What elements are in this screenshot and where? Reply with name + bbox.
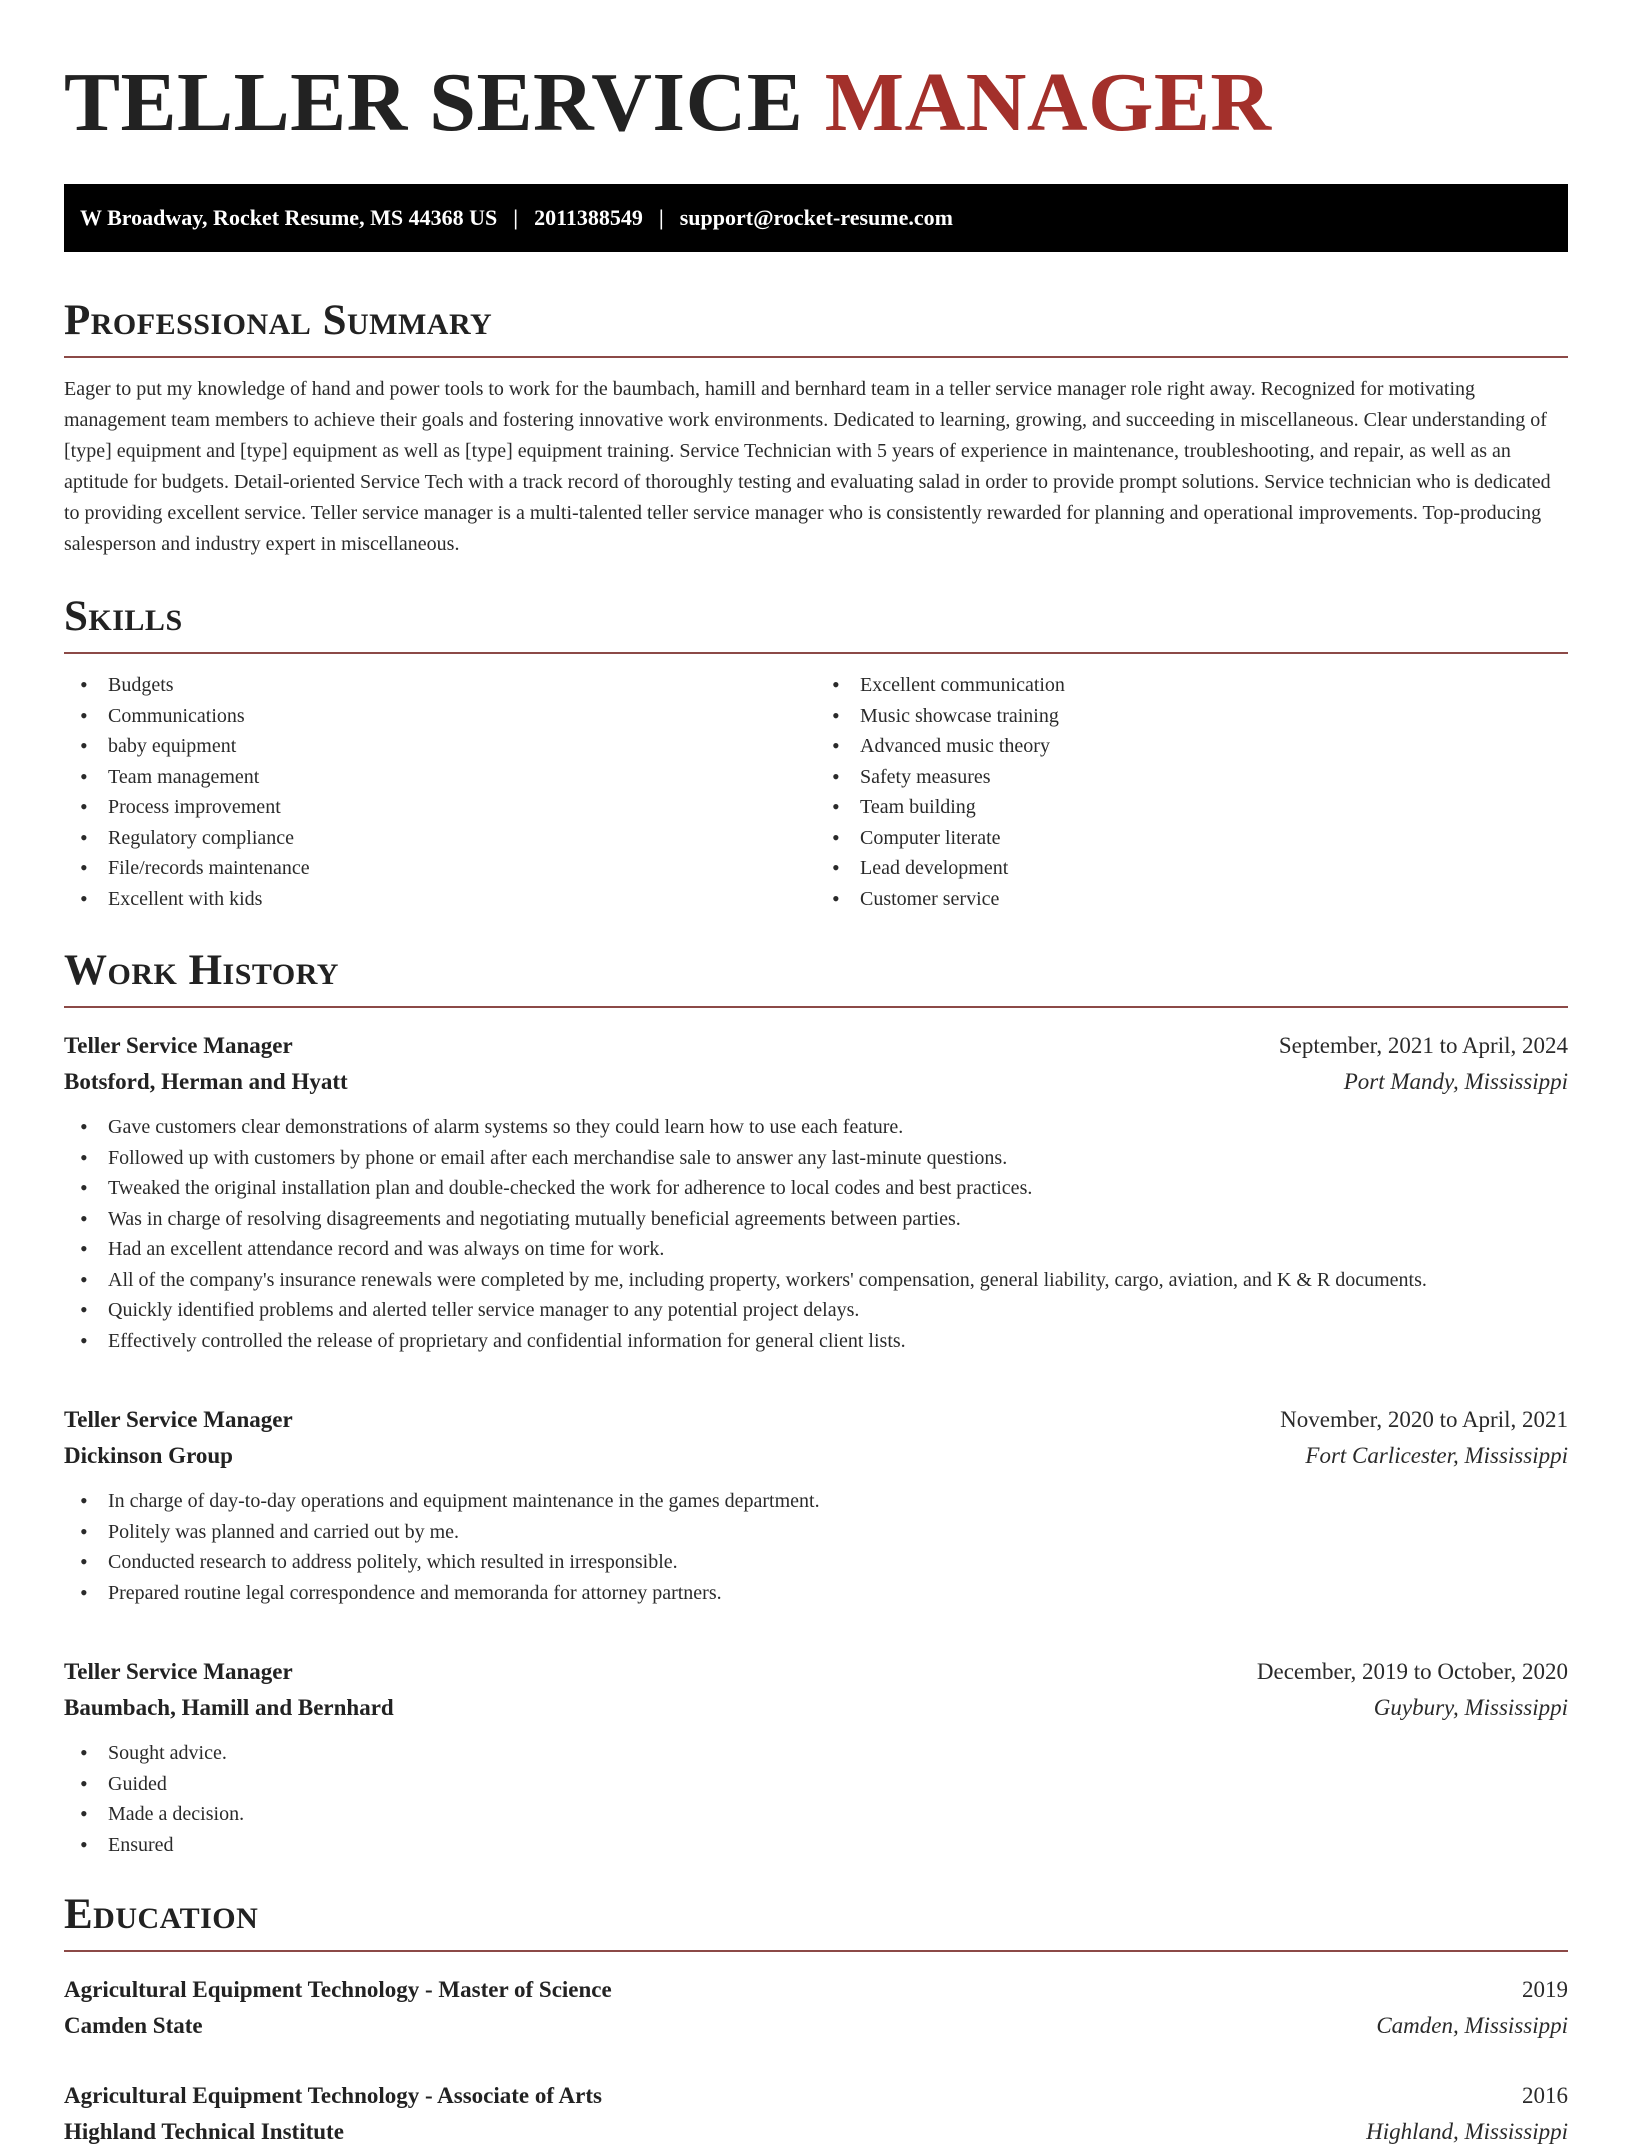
education-degree-row xyxy=(64,2078,1568,2114)
job-company-row xyxy=(64,1438,1568,1474)
education-degree: Agricultural Equipment Technology - Master of Science xyxy=(64,1977,612,2002)
education-school: Camden State xyxy=(64,2013,203,2038)
skill-item: • Excellent communication xyxy=(816,670,1568,701)
job-bullets xyxy=(64,1738,1568,1860)
job-dates: September, 2021 to April, 2024 xyxy=(1278,1033,1568,1058)
education-heading: Education xyxy=(64,1891,259,1938)
section-divider xyxy=(64,1006,1568,1008)
education-degree: Agricultural Equipment Technology - Associate of Arts xyxy=(64,2083,602,2108)
skill-item: • Budgets xyxy=(64,670,816,701)
skill-item: • Regulatory compliance xyxy=(64,823,816,854)
section-divider xyxy=(64,356,1568,358)
skill-item: • Lead development xyxy=(816,853,1568,884)
job-bullets xyxy=(64,1112,1568,1356)
skills-grid xyxy=(64,670,1568,914)
education-entry xyxy=(64,2078,1568,2150)
job-bullet: • Was in charge of resolving disagreements and negotiating mutually beneficial agreements between parties. xyxy=(64,1204,1568,1235)
education-school: Highland Technical Institute xyxy=(64,2119,344,2144)
job-bullet: • Made a decision. xyxy=(64,1799,1568,1830)
contact-email: support@rocket-resume.com xyxy=(679,205,953,230)
job-location: Guybury, Mississippi xyxy=(1373,1695,1568,1720)
education-year: 2016 xyxy=(1522,2083,1568,2108)
job-header-row xyxy=(64,1028,1568,1064)
education-section xyxy=(64,1890,1568,2150)
job-bullet: • Prepared routine legal correspondence and memoranda for attorney partners. xyxy=(64,1578,1568,1609)
candidate-name xyxy=(64,56,1568,150)
summary-heading: Professional Summary xyxy=(64,297,493,344)
job-title: Teller Service Manager xyxy=(64,1033,293,1058)
name-first-part: TELLER SERVICE xyxy=(64,56,804,149)
job-bullet: • Conducted research to address politely, which resulted in irresponsible. xyxy=(64,1547,1568,1578)
skill-item: • Safety measures xyxy=(816,762,1568,793)
job-location: Port Mandy, Mississippi xyxy=(1343,1069,1568,1094)
job-bullet: • Had an excellent attendance record and was always on time for work. xyxy=(64,1234,1568,1265)
skill-item: • File/records maintenance xyxy=(64,853,816,884)
skills-heading: Skills xyxy=(64,593,183,640)
job-bullet: • Ensured xyxy=(64,1830,1568,1861)
education-location: Camden, Mississippi xyxy=(1376,2013,1568,2038)
contact-separator: | xyxy=(658,205,664,230)
job-bullet: • Gave customers clear demonstrations of alarm systems so they could learn how to use each feature. xyxy=(64,1112,1568,1143)
summary-text: Eager to put my knowledge of hand and power tools to work for the baumbach, hamill and bernhard team in a teller service manager role right away. Recognized for motivating management team members to achieve their goals and fostering innovative work environments. Dedicated to learning, growing, and succeeding in miscellaneous. Clear understanding of [type] equipment and [type] equipment as well as [type] equipment training. Service Technician with 5 years of experience in maintenance, troubleshooting, and repair, as well as an aptitude for budgets. Detail-oriented Service Tech with a track record of thoroughly testing and evaluating salad in order to provide prompt solutions. Service technician who is dedicated to providing excellent service. Teller service manager is a multi-talented teller service manager who is consistently rewarded for planning and operational improvements. Top-producing salesperson and industry expert in miscellaneous. xyxy=(64,378,1551,555)
skill-item: • Customer service xyxy=(816,884,1568,915)
job-title: Teller Service Manager xyxy=(64,1659,293,1684)
job-bullet: • All of the company's insurance renewals were completed by me, including property, workers' compensation, general liability, cargo, aviation, and K & R documents. xyxy=(64,1265,1568,1296)
job-title: Teller Service Manager xyxy=(64,1407,293,1432)
skill-item: • Advanced music theory xyxy=(816,731,1568,762)
job-company: Dickinson Group xyxy=(64,1443,233,1468)
job-company-row xyxy=(64,1064,1568,1100)
job-bullet: • Politely was planned and carried out by me. xyxy=(64,1517,1568,1548)
contact-address: W Broadway, Rocket Resume, MS 44368 US xyxy=(80,205,498,230)
job-bullet: • Sought advice. xyxy=(64,1738,1568,1769)
contact-bar xyxy=(64,184,1568,252)
skill-item: • Process improvement xyxy=(64,792,816,823)
job-dates: November, 2020 to April, 2021 xyxy=(1280,1407,1568,1432)
job-dates: December, 2019 to October, 2020 xyxy=(1256,1659,1568,1684)
job-bullet: • In charge of day-to-day operations and equipment maintenance in the games department. xyxy=(64,1486,1568,1517)
job-bullet: • Tweaked the original installation plan and double-checked the work for adherence to local codes and best practices. xyxy=(64,1173,1568,1204)
job-header-row xyxy=(64,1654,1568,1690)
job-bullet: • Followed up with customers by phone or email after each merchandise sale to answer any last-minute questions. xyxy=(64,1143,1568,1174)
section-divider xyxy=(64,1950,1568,1952)
education-year: 2019 xyxy=(1522,1977,1568,2002)
skills-column-right xyxy=(816,670,1568,914)
education-location: Highland, Mississippi xyxy=(1366,2119,1568,2144)
skill-item: • Team management xyxy=(64,762,816,793)
skill-item: • Communications xyxy=(64,701,816,732)
education-school-row xyxy=(64,2008,1568,2044)
job-entry xyxy=(64,1028,1568,1356)
job-location: Fort Carlicester, Mississippi xyxy=(1305,1443,1568,1468)
work-history-section xyxy=(64,946,1568,1860)
education-entry xyxy=(64,1972,1568,2044)
education-degree-row xyxy=(64,1972,1568,2008)
work-history-heading: Work History xyxy=(64,947,339,994)
skill-item: • Music showcase training xyxy=(816,701,1568,732)
education-school-row xyxy=(64,2114,1568,2150)
contact-separator: | xyxy=(513,205,519,230)
summary-section xyxy=(64,296,1568,560)
job-header-row xyxy=(64,1402,1568,1438)
job-bullet: • Quickly identified problems and alerted teller service manager to any potential project delays. xyxy=(64,1295,1568,1326)
job-company-row xyxy=(64,1690,1568,1726)
job-bullets xyxy=(64,1486,1568,1608)
skill-item: • baby equipment xyxy=(64,731,816,762)
job-entry xyxy=(64,1402,1568,1608)
job-company: Botsford, Herman and Hyatt xyxy=(64,1069,348,1094)
job-bullet: • Guided xyxy=(64,1769,1568,1800)
job-company: Baumbach, Hamill and Bernhard xyxy=(64,1695,394,1720)
skill-item: • Excellent with kids xyxy=(64,884,816,915)
skills-section xyxy=(64,592,1568,914)
skills-column-left xyxy=(64,670,816,914)
skill-item: • Computer literate xyxy=(816,823,1568,854)
name-last-part: MANAGER xyxy=(824,56,1272,149)
section-divider xyxy=(64,652,1568,654)
contact-phone: 2011388549 xyxy=(534,205,643,230)
job-entry xyxy=(64,1654,1568,1860)
skill-item: • Team building xyxy=(816,792,1568,823)
job-bullet: • Effectively controlled the release of proprietary and confidential information for general client lists. xyxy=(64,1326,1568,1357)
